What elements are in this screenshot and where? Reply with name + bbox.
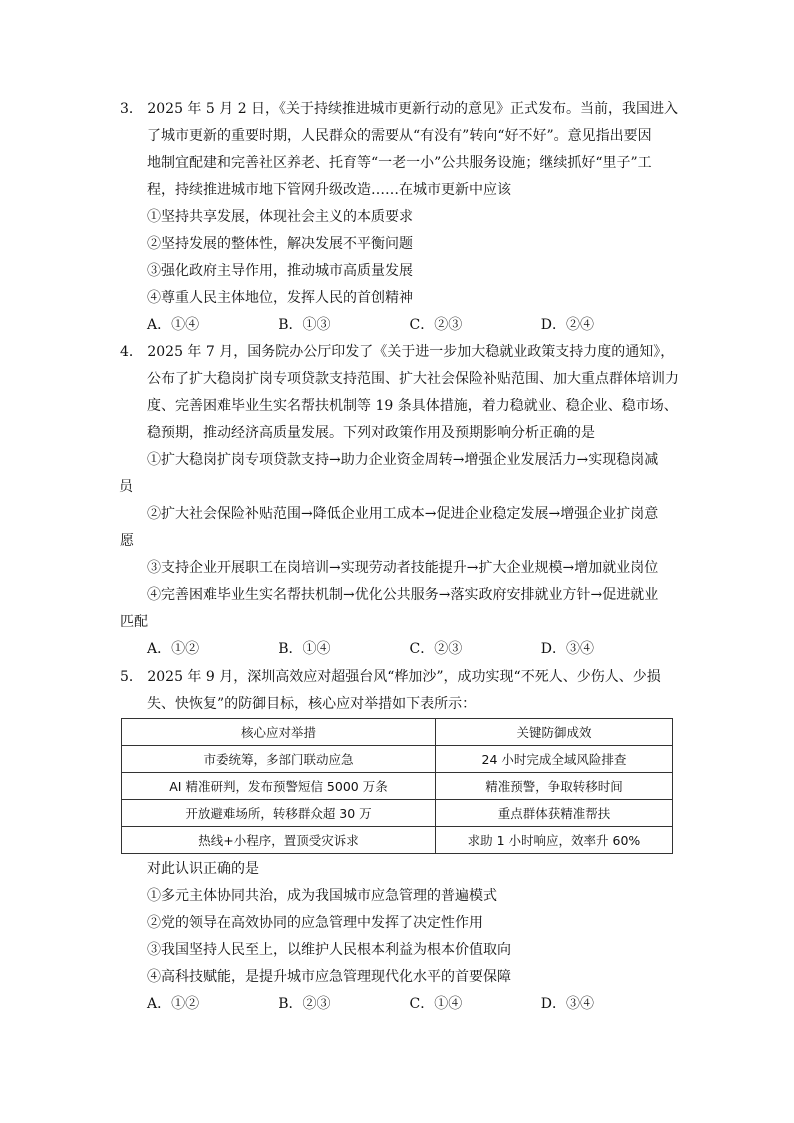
- question-3-line-3: 地制宜配建和完善社区养老、托育等“一老一小”公共服务设施；继续抓好“里子”工: [147, 155, 652, 171]
- question-3-line-1: 3． 2025 年 5 月 2 日，《关于持续推进城市更新行动的意见》正式发布。当前，我国进入: [120, 101, 679, 117]
- table-row: [122, 800, 673, 827]
- table-header-row: [122, 719, 673, 746]
- question-3-option-1: ①坚持共享发展，体现社会主义的本质要求: [147, 209, 413, 225]
- choice-b: B．①③: [278, 317, 331, 333]
- question-5-stem: 对此认识正确的是: [147, 861, 259, 877]
- table-cell: 市委统筹，多部门联动应急: [122, 746, 436, 773]
- choice-c: C．①④: [409, 996, 463, 1012]
- choice-c: C．②③: [409, 317, 463, 333]
- table-row: [122, 746, 673, 773]
- question-4-option-2: ②扩大社会保险补贴范围→降低企业用工成本→促进企业稳定发展→增强企业扩岗意: [147, 506, 659, 522]
- table-cell: 重点群体获精准帮扶: [436, 800, 673, 827]
- question-4-option-4-wrap: 匹配: [120, 614, 148, 630]
- choice-a: A．①②: [147, 996, 200, 1012]
- question-5-option-1: ①多元主体协同共治，成为我国城市应急管理的普遍模式: [147, 888, 497, 904]
- question-5-line-1: 5． 2025 年 9 月，深圳高效应对超强台风“桦加沙”，成功实现“不死人、少伤人、少损: [120, 669, 661, 685]
- table-row: [122, 773, 673, 800]
- question-4-option-2-wrap: 愿: [120, 533, 134, 549]
- question-3-line-2: 了城市更新的重要时期，人民群众的需要从“有没有”转向“好不好”。意见指出要因: [147, 128, 652, 144]
- choice-b: B．②③: [278, 996, 331, 1012]
- choice-a: A．①④: [147, 317, 200, 333]
- question-3: [120, 96, 679, 339]
- choice-d: D．③④: [540, 641, 594, 657]
- question-5-line-2: 失、快恢复”的防御目标，核心应对举措如下表所示：: [147, 696, 477, 712]
- question-3-line-4: 程，持续推进城市地下管网升级改造……在城市更新中应该: [147, 182, 511, 198]
- question-4-line-2: 公布了扩大稳岗扩岗专项贷款支持范围、扩大社会保险补贴范围、加大重点群体培训力: [147, 371, 679, 387]
- question-4-option-3: ③支持企业开展职工在岗培训→实现劳动者技能提升→扩大企业规模→增加就业岗位: [147, 560, 659, 576]
- choice-a: A．①②: [147, 641, 200, 657]
- question-4-option-4: ④完善困难毕业生实名帮扶机制→优化公共服务→落实政府安排就业方针→促进就业: [147, 587, 659, 603]
- choice-c: C．②③: [409, 641, 463, 657]
- table-cell: 热线+小程序，置顶受灾诉求: [122, 827, 436, 854]
- table-cell: 24 小时完成全域风险排查: [436, 746, 673, 773]
- choice-d: D．③④: [540, 996, 594, 1012]
- question-5-option-3: ③我国坚持人民至上，以维护人民根本利益为根本价值取向: [147, 942, 511, 958]
- question-3-option-2: ②坚持发展的整体性，解决发展不平衡问题: [147, 236, 413, 252]
- question-3-option-3: ③强化政府主导作用，推动城市高质量发展: [147, 263, 413, 279]
- choice-d: D．②④: [540, 317, 594, 333]
- table-cell: 求助 1 小时响应，效率升 60%: [436, 827, 673, 854]
- question-3-choices: [120, 312, 672, 339]
- response-table: [121, 718, 673, 854]
- table-row: [122, 827, 673, 854]
- question-4-choices: [120, 636, 672, 663]
- question-5: [120, 664, 672, 718]
- question-3-option-4: ④尊重人民主体地位，发挥人民的首创精神: [147, 290, 413, 306]
- table-cell: AI 精准研判，发布预警短信 5000 万条: [122, 773, 436, 800]
- question-4: [119, 339, 679, 663]
- table-header-results: 关键防御成效: [436, 719, 673, 746]
- question-5-option-2: ②党的领导在高效协同的应急管理中发挥了决定性作用: [147, 915, 483, 931]
- question-4-option-1-wrap: 员: [119, 479, 133, 495]
- choice-b: B．①④: [278, 641, 331, 657]
- question-4-option-1: ①扩大稳岗扩岗专项贷款支持→助力企业资金周转→增强企业发展活力→实现稳岗减: [147, 452, 659, 468]
- question-5-choices: [120, 991, 672, 1018]
- question-5-option-4: ④高科技赋能，是提升城市应急管理现代化水平的首要保障: [147, 969, 511, 985]
- question-4-line-4: 稳预期，推动经济高质量发展。下列对政策作用及预期影响分析正确的是: [147, 425, 595, 441]
- table-cell: 精准预警，争取转移时间: [436, 773, 673, 800]
- question-4-line-3: 度、完善困难毕业生实名帮扶机制等 19 条具体措施，着力稳就业、稳企业、稳市场、: [147, 398, 678, 414]
- question-5-body: [120, 856, 672, 1018]
- table-header-measures: 核心应对举措: [122, 719, 436, 746]
- question-4-line-1: 4． 2025 年 7 月，国务院办公厅印发了《关于进一步加大稳就业政策支持力度的通知》，: [120, 344, 675, 360]
- table-cell: 开放避难场所，转移群众超 30 万: [122, 800, 436, 827]
